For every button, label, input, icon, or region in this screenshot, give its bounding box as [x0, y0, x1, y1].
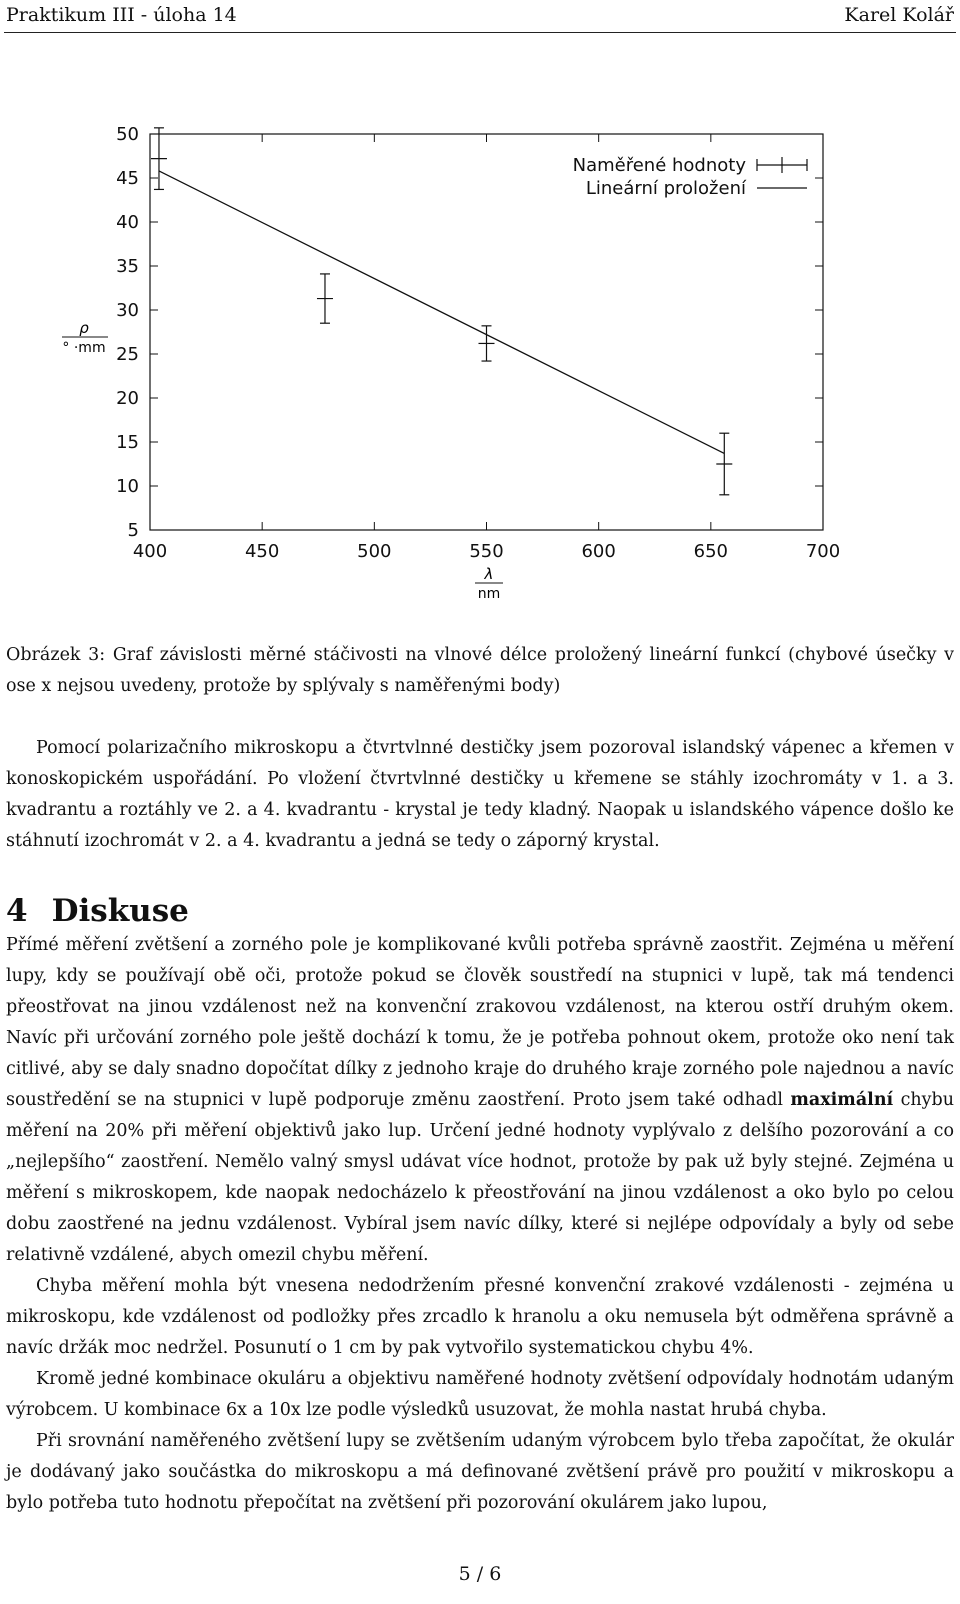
- legend-label-measured: Naměřené hodnoty: [572, 155, 746, 176]
- y-tick-label: 30: [116, 300, 139, 321]
- x-axis-label-denominator: nm: [477, 586, 501, 602]
- running-header-title: Praktikum III - úloha 14: [6, 4, 237, 26]
- y-tick-label: 45: [116, 168, 139, 189]
- y-tick-label: 20: [116, 388, 139, 409]
- x-tick-label: 400: [132, 541, 168, 562]
- y-tick-label: 10: [116, 476, 139, 497]
- x-axis-label-numerator: λ: [484, 565, 494, 583]
- y-tick-label: 35: [116, 256, 139, 277]
- data-point: [151, 128, 167, 190]
- data-point: [716, 433, 732, 495]
- diskuse-paragraph-1: [6, 930, 954, 1271]
- fit-line-group: [159, 171, 724, 453]
- data-point: [317, 274, 333, 323]
- section-title: Diskuse: [51, 893, 189, 929]
- x-tick-label: 650: [693, 541, 729, 562]
- x-tick-label: 600: [581, 541, 616, 562]
- y-axis-label-numerator: ρ: [79, 319, 89, 337]
- chart: [0, 120, 960, 610]
- x-tick-label: 450: [244, 541, 280, 562]
- page-number: 5 / 6: [458, 1563, 502, 1585]
- diskuse-paragraph-4: Při srovnání naměřeného zvětšení lupy se zvětšením udaným výrobcem bylo třeba započítat, že okulár je dodávaný jako součástka do mikroskopu a má definované zvětšení právě pro použití v mikroskopu a bylo potřeba tuto hodnotu přepočítat na zvětšení při pozorování okulárem jako lupou,: [6, 1431, 954, 1513]
- section-number: 4: [6, 893, 28, 929]
- legend-label-fit: Lineární proložení: [585, 178, 746, 199]
- diskuse-body: [6, 930, 954, 1519]
- y-tick-label: 40: [116, 212, 139, 233]
- diskuse-p1-text-b: chybu měření na 20% při měření objektivů jako lup. Určení jedné hodnoty vyplývalo z delšího pozorování a co „nejlepšího“ zaostření. Nemělo valný smysl udávat více hodnot, protože by pak už byly stejné. Zejména u měření s mikroskopem, kde naopak nedocházelo k přeostřování na jinou vzdálenost a oko bylo po celou dobu zaostřené na jednu vzdálenost. Vybíral jsem navíc dílky, které si nejlépe odpovídaly a byly od sebe relativně vzdálené, abych omezil chybu měření.: [6, 1090, 954, 1265]
- x-tick-label: 500: [357, 541, 392, 562]
- running-header-author: Karel Kolář: [844, 4, 954, 26]
- x-tick-label: 550: [469, 541, 504, 562]
- fit-line: [159, 171, 724, 453]
- figure-caption: Obrázek 3: Graf závislosti měrné stáčivosti na vlnové délce proložený lineární funkcí (chybové úsečky v ose x nejsou uvedeny, protože by splývaly s naměřenými body): [6, 645, 954, 696]
- y-tick-label: 5: [127, 520, 139, 541]
- legend: [573, 155, 807, 199]
- y-tick-label: 50: [116, 124, 139, 145]
- paragraph-intro: Pomocí polarizačního mikroskopu a čtvrtvlnné destičky jsem pozoroval islandský vápenec a křemen v konoskopickém uspořádání. Po vložení čtvrtvlnné destičky u křemene se stáhly izochromáty v 1. a 3. kvadrantu a roztáhly ve 2. a 4. kvadrantu - krystal je tedy kladný. Naopak u islandského vápence došlo ke stáhnutí izochromát v 2. a 4. kvadrantu a jedná se tedy o záporný krystal.: [6, 738, 954, 851]
- diskuse-p1-text-a: Přímé měření zvětšení a zorného pole je komplikované kvůli potřeba správně zaostřit. Zejména u měření lupy, kdy se používají obě oči, protože pokud se člověk soustředí na stupnici v lupě, tak má tendenci přeostřovat na jinou vzdálenost než na konvenční zrakovou vzdálenost, na kterou ostří druhým okem. Navíc při určování zorného pole ještě dochází k tomu, že je potřeba pohnout okem, protože oko není tak citlivé, aby se daly snadno dopočítat dílky z jednoho kraje do druhého kraje zorného pole najednou a navíc soustředění se na stupnici v lupě podporuje změnu zaostření. Proto jsem také odhadl: [6, 935, 954, 1110]
- header-rule: [4, 32, 956, 33]
- diskuse-paragraph-2: Chyba měření mohla být vnesena nedodržením přesné konvenční zrakové vzdálenosti - zejména u mikroskopu, kde vzdálenost od podložky přes zrcadlo k hranolu a oku nemusela být odměřena správně a navíc držák moc nedržel. Posunutí o 1 cm by pak vytvořilo systematickou chybu 4%.: [6, 1276, 954, 1358]
- y-tick-label: 15: [116, 432, 139, 453]
- y-tick-label: 25: [116, 344, 139, 365]
- diskuse-p1-bold: maximální: [790, 1090, 894, 1110]
- x-tick-label: 700: [805, 541, 841, 562]
- section-heading: [6, 893, 189, 929]
- y-axis-label-denominator: ° ·mm: [62, 340, 106, 356]
- diskuse-paragraph-3: Kromě jedné kombinace okuláru a objektivu naměřené hodnoty zvětšení odpovídaly hodnotám udaným výrobcem. U kombinace 6x a 10x lze podle výsledků usuzovat, že mohla nastat hrubá chyba.: [6, 1369, 954, 1420]
- paragraph-intro-block: [6, 733, 954, 857]
